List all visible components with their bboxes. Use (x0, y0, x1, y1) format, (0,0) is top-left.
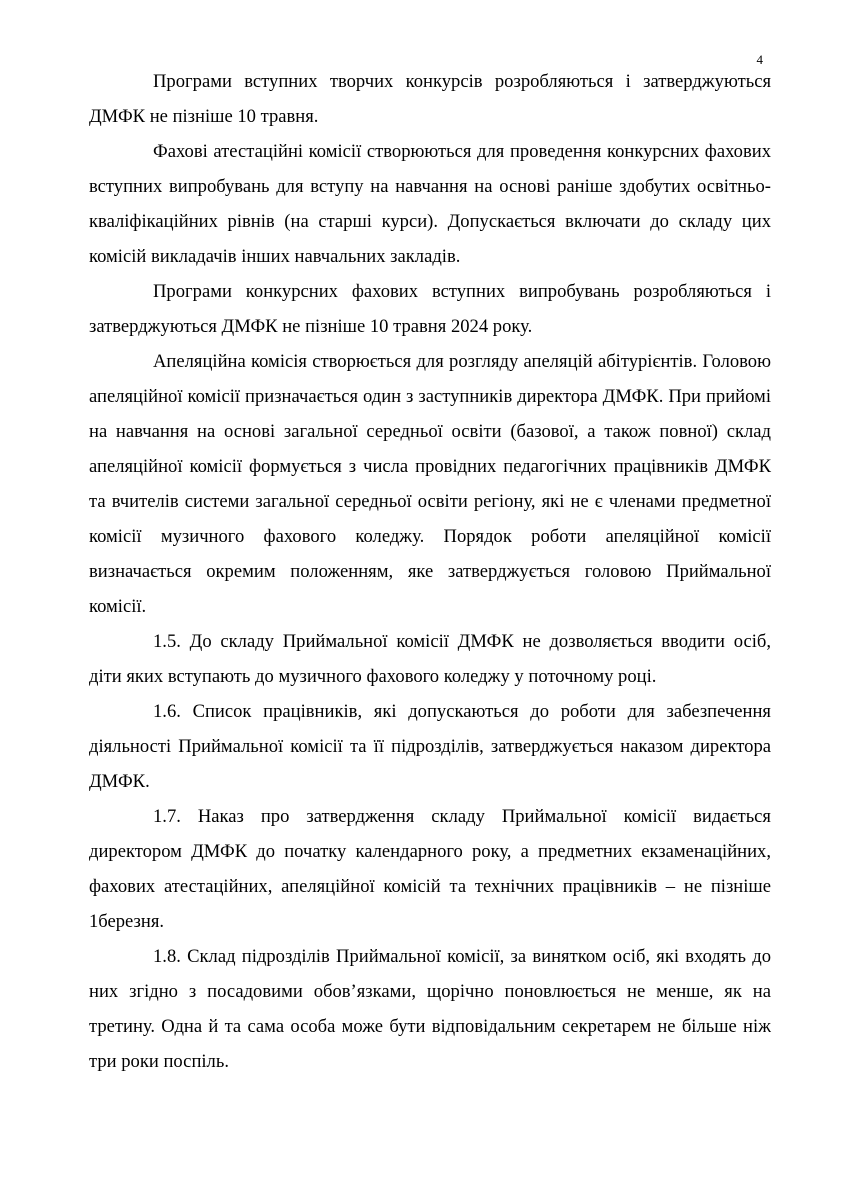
paragraph-1-8: 1.8. Склад підрозділів Приймальної комісії, за винятком осіб, які входять до них згідно з посадовими обов’язками, щорічно поновлюється не менше, як на третину. Одна й та сама особа може бути відповідальним секретарем не більше ніж три роки поспіль. (89, 946, 771, 1072)
paragraph-creative-contests-programs: Програми вступних творчих конкурсів розробляються і затверджуються ДМФК не пізніше 10 травня. (89, 71, 771, 127)
paragraph-professional-exams-programs: Програми конкурсних фахових вступних випробувань розробляються і затверджуються ДМФК не пізніше 10 травня 2024 року. (89, 281, 771, 337)
paragraph-1-6: 1.6. Список працівників, які допускаються до роботи для забезпечення діяльності Приймальної комісії та її підрозділів, затверджується наказом директора ДМФК. (89, 701, 771, 792)
page-number: 4 (756, 52, 763, 67)
paragraph-appeal-commission: Апеляційна комісія створюється для розгляду апеляцій абітурієнтів. Головою апеляційної комісії призначається один з заступників директора ДМФК. При прийомі на навчання на основі загальної середньої освіти (базової, а також повної) склад апеляційної комісії формується з числа провідних педагогічних працівників ДМФК та вчителів системи загальної середньої освіти регіону, які не є членами предметної комісії музичного фахового коледжу. Порядок роботи апеляційної комісії визначається окремим положенням, яке затверджується головою Приймальної комісії. (89, 351, 771, 617)
document-body (89, 64, 771, 1079)
paragraph-professional-commissions: Фахові атестаційні комісії створюються для проведення конкурсних фахових вступних випробувань для вступу на навчання на основі раніше здобутих освітньо-кваліфікаційних рівнів (на старші курси). Допускається включати до складу цих комісій викладачів інших навчальних закладів. (89, 141, 771, 267)
paragraph-1-7: 1.7. Наказ про затвердження складу Приймальної комісії видається директором ДМФК до початку календарного року, а предметних екзаменаційних, фахових атестаційних, апеляційної комісій та технічних працівників – не пізніше 1березня. (89, 806, 771, 932)
paragraph-1-5: 1.5. До складу Приймальної комісії ДМФК не дозволяється вводити осіб, діти яких вступають до музичного фахового коледжу у поточному році. (89, 631, 771, 687)
